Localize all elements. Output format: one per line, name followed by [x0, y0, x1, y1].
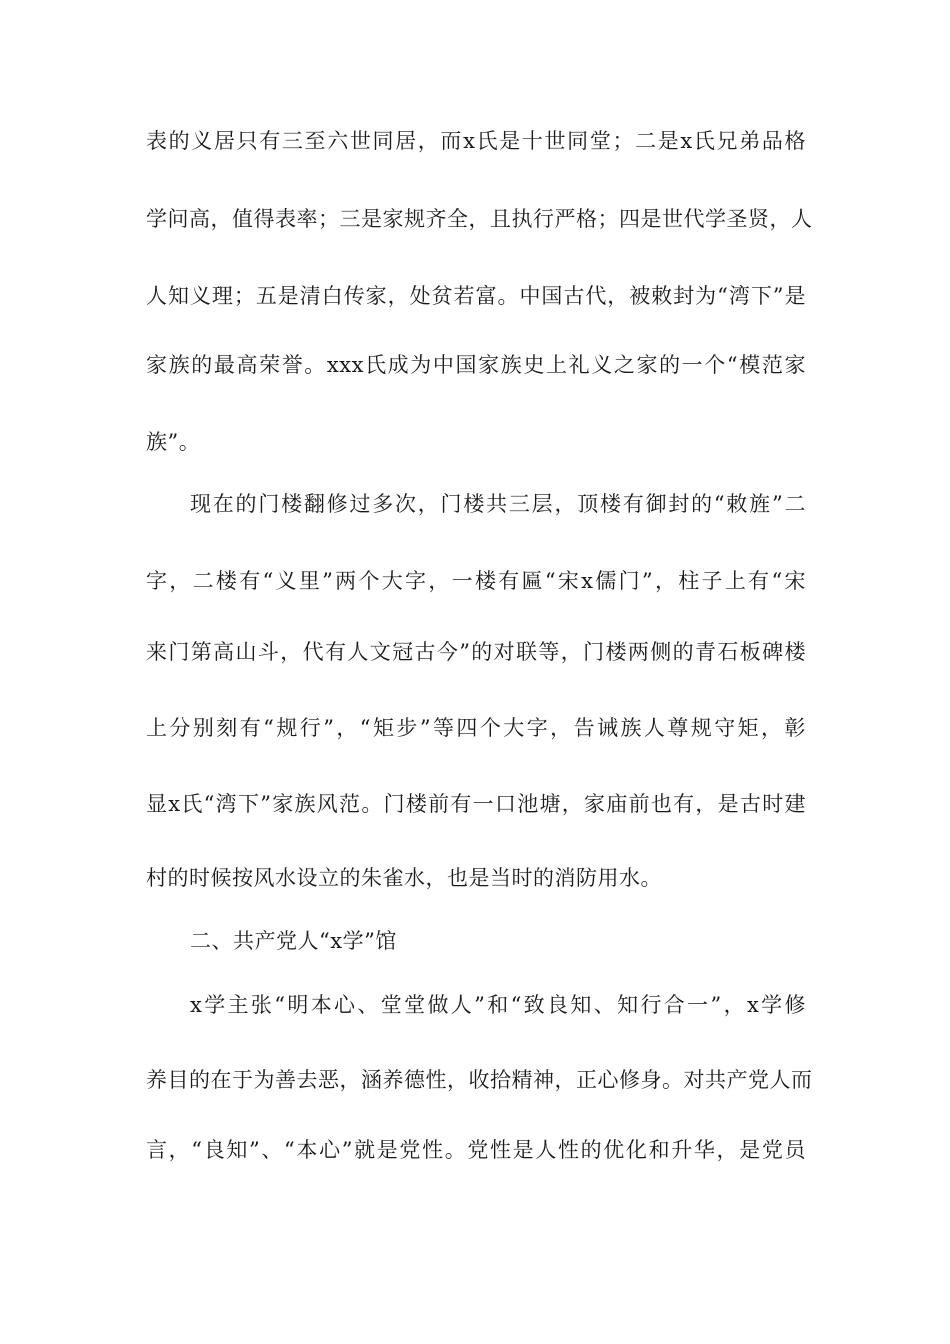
text-line-10: 显x氏“湾下”家族风范。门楼前有一口池塘，家庙前也有，是古时建 [146, 792, 806, 816]
text-line-3: 人知义理；五是清白传家，处贫若富。中国古代，被敕封为“湾下”是 [146, 284, 806, 308]
text-line-2: 学问高，值得表率；三是家规齐全，且执行严格；四是世代学圣贤，人 [146, 207, 813, 231]
text-line-9: 上分别刻有“规行”，“矩步”等四个大字，告诫族人尊规守矩，彰 [146, 716, 806, 740]
section-heading: 二、共产党人“x学”馆 [190, 929, 397, 953]
text-line-5: 族”。 [146, 430, 201, 454]
text-line-8: 来门第高山斗，代有人文冠古今”的对联等，门楼两侧的青石板碑楼 [146, 640, 806, 664]
text-line-4: 家族的最高荣誉。xxx氏成为中国家族史上礼义之家的一个“模范家 [146, 353, 806, 377]
text-line-1: 表的义居只有三至六世同居，而x氏是十世同堂；二是x氏兄弟品格 [146, 129, 806, 153]
text-line-6: 现在的门楼翻修过多次，门楼共三层，顶楼有御封的“敕旌”二 [190, 492, 806, 516]
text-line-13: x学主张“明本心、堂堂做人”和“致良知、知行合一”，x学修 [190, 993, 806, 1017]
text-line-15: 言，“良知”、“本心”就是党性。党性是人性的优化和升华，是党员 [146, 1138, 806, 1162]
text-line-11: 村的时候按风水设立的朱雀水，也是当时的消防用水。 [146, 866, 662, 890]
text-line-14: 养目的在于为善去恶，涵养德性，收拾精神，正心修身。对共产党人而 [146, 1068, 813, 1092]
text-line-7: 字，二楼有“义里”两个大字，一楼有匾“宋x儒门”，柱子上有“宋 [146, 569, 806, 593]
